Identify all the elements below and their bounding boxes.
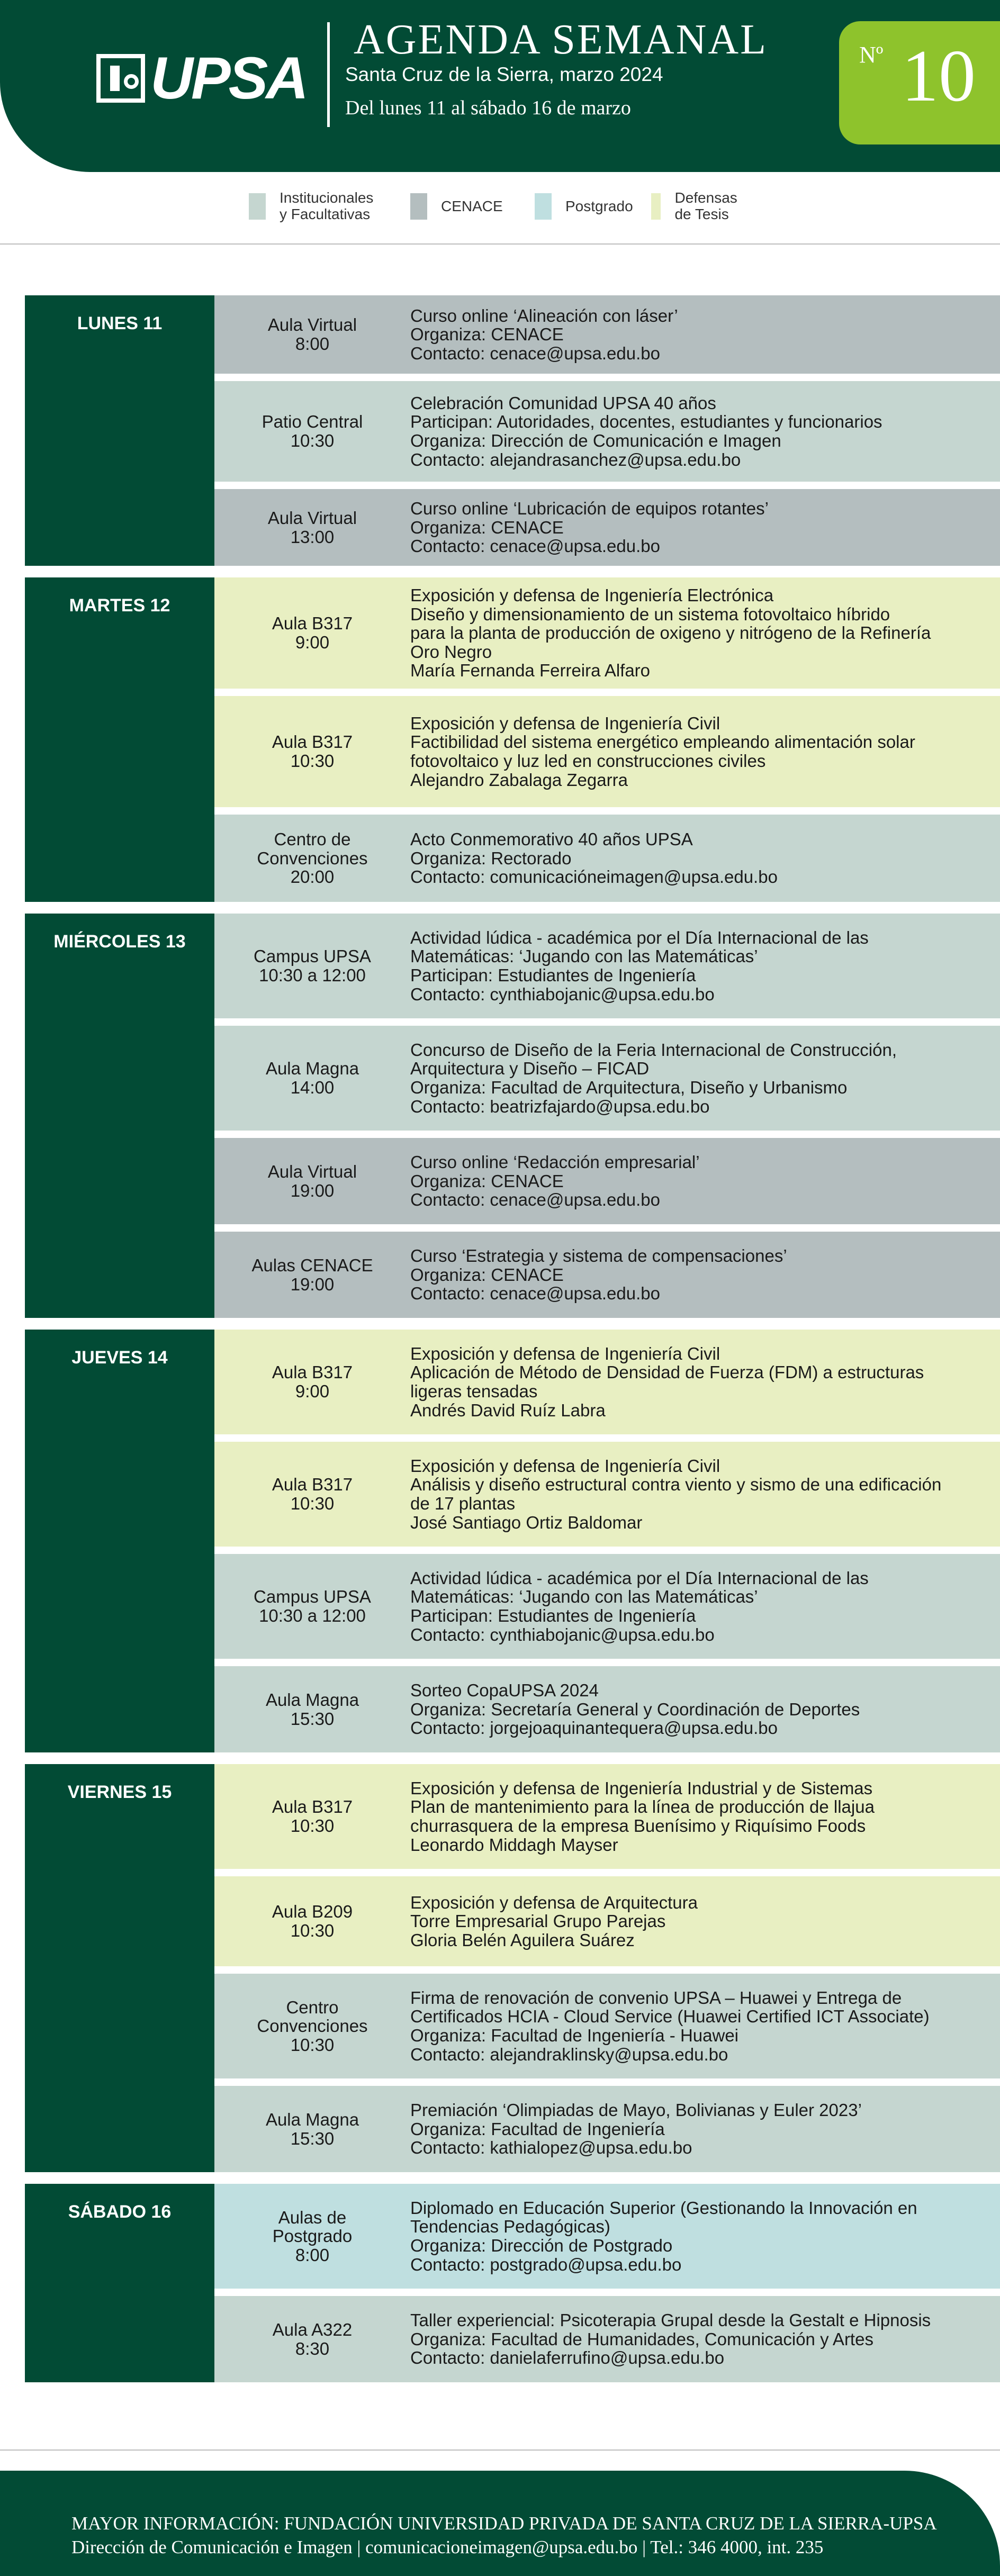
event-details [410, 2101, 862, 2157]
event-detail-line: churrasquera de la empresa Buenísimo y Riquísimo Foods [410, 1816, 866, 1836]
page-title: AGENDA SEMANAL [354, 16, 768, 63]
event-location-line: 15:30 [290, 1709, 335, 1729]
event-location-line: 19:00 [290, 1274, 335, 1294]
issue-number: 10 [902, 35, 976, 117]
event-row [214, 2086, 1000, 2172]
day-block [25, 1330, 1000, 1752]
event-detail-line: Exposición y defensa de Ingeniería Civil [410, 713, 720, 733]
day-block [25, 1764, 1000, 2172]
event-detail-line: Organiza: CENACE [410, 1264, 564, 1285]
event-location-line: 10:30 [290, 1921, 335, 1940]
event-location-line: 9:00 [295, 1381, 330, 1401]
event-row [214, 577, 1000, 689]
footer-info: MAYOR INFORMACIÓN: FUNDACIÓN UNIVERSIDAD PRIVADA DE SANTA CRUZ DE LA SIERRA-UPSA [71, 2513, 937, 2534]
event-row [214, 1876, 1000, 1966]
event-detail-line: Premiación ‘Olimpiadas de Mayo, Bolivianas y Euler 2023’ [410, 2100, 862, 2120]
event-row [214, 696, 1000, 807]
event-location-time [214, 1797, 410, 1835]
footer [0, 2471, 1000, 2576]
event-row [214, 1974, 1000, 2078]
event-detail-line: Organiza: Rectorado [410, 848, 572, 868]
event-detail-line: Contacto: jorgejoaquinantequera@upsa.edu.bo [410, 1718, 778, 1738]
event-location-line: Aula Virtual [267, 1161, 357, 1181]
event-detail-line: Matemáticas: ‘Jugando con las Matemáticas’ [410, 946, 758, 966]
event-detail-line: Organiza: Facultad de Arquitectura, Diseño y Urbanismo [410, 1078, 848, 1097]
event-detail-line: Actividad lúdica - académica por el Día Internacional de las [410, 927, 869, 947]
divider-top [0, 243, 1000, 245]
event-detail-line: Contacto: postgrado@upsa.edu.bo [410, 2254, 682, 2274]
event-list [214, 914, 1000, 1318]
event-location-time [214, 1587, 410, 1625]
event-detail-line: Exposición y defensa de Ingeniería Industrial y de Sistemas [410, 1778, 873, 1798]
legend-label: Defensas de Tesis [674, 189, 737, 222]
event-location-time [214, 315, 410, 353]
event-details [410, 830, 778, 887]
event-detail-line: Firma de renovación de convenio UPSA – Huawei y Entrega de [410, 1987, 902, 2008]
event-row [214, 1764, 1000, 1869]
event-detail-line: Exposición y defensa de Ingeniería Civil [410, 1456, 720, 1476]
event-detail-line: Organiza: Secretaría General y Coordinación de Deportes [410, 1699, 860, 1719]
event-location-line: Aula B209 [272, 1902, 353, 1922]
date-range: Del lunes 11 al sábado 16 de marzo [345, 97, 631, 119]
event-detail-line: Curso online ‘Redacción empresarial’ [410, 1152, 700, 1172]
event-detail-line: Organiza: CENACE [410, 324, 564, 345]
event-detail-line: Celebración Comunidad UPSA 40 años [410, 393, 716, 413]
event-location-time [214, 1256, 410, 1294]
event-detail-line: Contacto: cynthiabojanic@upsa.edu.bo [410, 1624, 715, 1644]
event-location-line: Aula B317 [272, 1362, 353, 1382]
event-detail-line: Contacto: cenace@upsa.edu.bo [410, 536, 660, 556]
event-detail-line: Arquitectura y Diseño – FICAD [410, 1059, 650, 1079]
event-detail-line: Organiza: Facultad de Ingeniería [410, 2119, 665, 2139]
event-location-time [214, 1059, 410, 1097]
event-location-line: 10:30 [290, 1494, 335, 1513]
event-location-time [214, 2208, 410, 2265]
event-location-line: Aula B317 [272, 613, 353, 634]
event-detail-line: Contacto: cenace@upsa.edu.bo [410, 1190, 660, 1210]
event-location-time [214, 830, 410, 887]
event-location-time [214, 733, 410, 770]
event-details [410, 306, 678, 363]
event-location-line: Aula B317 [272, 1797, 353, 1817]
event-detail-line: Contacto: beatrizfajardo@upsa.edu.bo [410, 1096, 710, 1116]
event-location-time [214, 947, 410, 984]
event-detail-line: Oro Negro [410, 641, 492, 662]
event-location-time [214, 1363, 410, 1400]
event-location-line: Centro de [274, 829, 351, 849]
event-detail-line: Organiza: Facultad de Humanidades, Comunicación y Artes [410, 2329, 873, 2349]
event-location-line: 10:30 [290, 431, 335, 450]
event-location-line: 8:00 [295, 334, 330, 354]
legend-label: CENACE [441, 197, 503, 214]
event-details [410, 928, 869, 1004]
event-location-line: Aula A322 [272, 2319, 353, 2339]
event-location-line: 13:00 [290, 527, 335, 547]
event-location-time [214, 2320, 410, 2358]
event-detail-line: Contacto: cynthiabojanic@upsa.edu.bo [410, 984, 715, 1004]
divider-bottom [0, 2450, 1000, 2451]
issue-badge [839, 21, 1000, 144]
event-location-time [214, 1998, 410, 2055]
legend-swatch [651, 193, 661, 220]
day-name: JUEVES 14 [71, 1348, 168, 1368]
upsa-emblem-icon [96, 54, 145, 103]
event-location-line: Aula B317 [272, 732, 353, 752]
legend-swatch [535, 193, 552, 220]
event-detail-line: Tendencias Pedagógicas) [410, 2217, 610, 2237]
event-detail-line: Contacto: alejandraklinsky@upsa.edu.bo [410, 2044, 728, 2064]
day-label [25, 1764, 214, 2172]
event-detail-line: Torre Empresarial Grupo Parejas [410, 1911, 666, 1931]
event-detail-line: Andrés David Ruíz Labra [410, 1400, 606, 1420]
event-detail-line: Alejandro Zabalaga Zegarra [410, 770, 628, 790]
event-list [214, 1330, 1000, 1752]
event-details [410, 1569, 869, 1644]
event-list [214, 2184, 1000, 2382]
event-location-line: Aulas CENACE [251, 1255, 373, 1275]
event-location-line: Aula Magna [265, 2109, 359, 2129]
event-location-line: 10:30 a 12:00 [259, 965, 366, 985]
event-detail-line: Curso online ‘Alineación con láser’ [410, 305, 678, 326]
event-location-line: 10:30 a 12:00 [259, 1606, 366, 1625]
event-list [214, 1764, 1000, 2172]
agenda-list [25, 295, 1000, 2394]
event-detail-line: Organiza: CENACE [410, 1171, 564, 1191]
day-block [25, 914, 1000, 1318]
event-location-line: Patio Central [262, 412, 363, 432]
event-location-line: Campus UPSA [254, 946, 371, 966]
event-location-line: Aula Magna [265, 1059, 359, 1079]
event-detail-line: Organiza: CENACE [410, 517, 564, 537]
header [0, 0, 1000, 172]
day-label [25, 914, 214, 1318]
event-detail-line: Organiza: Dirección de Postgrado [410, 2236, 673, 2255]
legend-label: Institucionales y Facultativas [280, 189, 374, 222]
event-detail-line: Factibilidad del sistema energético empleando alimentación solar [410, 732, 915, 752]
day-name: LUNES 11 [77, 313, 163, 333]
event-location-line: Aulas de [278, 2207, 347, 2227]
event-detail-line: Contacto: comunicacióneimagen@upsa.edu.bo [410, 867, 778, 887]
event-details [410, 2199, 917, 2274]
event-detail-line: Matemáticas: ‘Jugando con las Matemáticas’ [410, 1587, 758, 1607]
legend-swatch [249, 193, 266, 220]
event-detail-line: Concurso de Diseño de la Feria Internacional de Construcción, [410, 1040, 897, 1060]
event-row [214, 489, 1000, 566]
event-location-time [214, 1902, 410, 1940]
event-detail-line: Leonardo Middagh Mayser [410, 1834, 618, 1855]
legend-swatch [410, 193, 427, 220]
day-name: VIERNES 15 [67, 1782, 172, 1802]
event-location-line: Convenciones [257, 848, 368, 868]
event-details [410, 586, 931, 680]
event-detail-line: Certificados HCIA - Cloud Service (Huawei Certified ICT Associate) [410, 2006, 930, 2027]
event-list [214, 295, 1000, 566]
event-location-line: Aula Virtual [267, 508, 357, 528]
event-detail-line: Organiza: Dirección de Comunicación e Imagen [410, 431, 781, 450]
legend-item-cenace [410, 185, 503, 228]
upsa-logo [96, 45, 307, 111]
event-row [214, 2184, 1000, 2289]
event-detail-line: Análisis y diseño estructural contra viento y sismo de una edificación [410, 1475, 942, 1495]
header-divider [327, 22, 330, 127]
event-detail-line: Contacto: alejandrasanchez@upsa.edu.bo [410, 449, 741, 469]
event-location-line: 9:00 [295, 632, 330, 652]
event-detail-line: para la planta de producción de oxigeno y nitrógeno de la Refinería [410, 623, 931, 643]
event-row [214, 1026, 1000, 1131]
day-label [25, 577, 214, 902]
event-location-line: Aula B317 [272, 1475, 353, 1495]
event-details [410, 1893, 698, 1950]
event-detail-line: ligeras tensadas [410, 1381, 538, 1401]
event-location-time [214, 2110, 410, 2148]
event-detail-line: Actividad lúdica - académica por el Día Internacional de las [410, 1568, 869, 1588]
event-detail-line: de 17 plantas [410, 1494, 516, 1513]
event-location-line: 10:30 [290, 1816, 335, 1836]
event-location-line: 19:00 [290, 1180, 335, 1200]
event-row [214, 1554, 1000, 1659]
event-details [410, 714, 915, 790]
day-name: SÁBADO 16 [68, 2202, 172, 2222]
day-label [25, 295, 214, 566]
event-location-line: 8:00 [295, 2245, 330, 2265]
event-location-line: 20:00 [290, 867, 335, 887]
page-subtitle: Santa Cruz de la Sierra, marzo 2024 [345, 64, 663, 85]
event-location-line: 10:30 [290, 751, 335, 771]
event-location-line: Postgrado [272, 2226, 353, 2246]
event-detail-line: Contacto: cenace@upsa.edu.bo [410, 1284, 660, 1304]
event-location-time [214, 509, 410, 546]
event-details [410, 1153, 700, 1209]
event-location-time [214, 1475, 410, 1513]
event-details [410, 1246, 787, 1303]
event-details [410, 1989, 930, 2064]
legend-label: Postgrado [565, 197, 633, 214]
event-detail-line: fotovoltaico y luz led en construcciones civiles [410, 751, 766, 771]
day-block [25, 295, 1000, 566]
issue-label: Nº [859, 42, 884, 68]
event-row [214, 914, 1000, 1018]
day-block [25, 2184, 1000, 2382]
event-details [410, 2311, 931, 2367]
footer-contact: Dirección de Comunicación e Imagen | comunicacioneimagen@upsa.edu.bo | Tel.: 346 4000, int. 235 [71, 2537, 824, 2557]
event-row [214, 1442, 1000, 1547]
event-detail-line: Curso online ‘Lubricación de equipos rotantes’ [410, 499, 769, 519]
event-details [410, 1344, 924, 1420]
event-detail-line: Exposición y defensa de Ingeniería Electrónica [410, 585, 774, 605]
event-detail-line: Diplomado en Educación Superior (Gestionando la Innovación en [410, 2198, 917, 2218]
event-detail-line: Participan: Estudiantes de Ingeniería [410, 965, 696, 985]
day-name: MIÉRCOLES 13 [53, 932, 186, 952]
event-location-time [214, 1162, 410, 1200]
event-row [214, 2296, 1000, 2382]
event-location-line: 14:00 [290, 1078, 335, 1097]
event-detail-line: Organiza: Facultad de Ingeniería - Huawei [410, 2026, 739, 2045]
day-block [25, 577, 1000, 902]
event-location-time [214, 1691, 410, 1728]
event-row [214, 1138, 1000, 1224]
event-row [214, 295, 1000, 374]
event-detail-line: Plan de mantenimiento para la línea de producción de llajua [410, 1797, 875, 1817]
event-location-line: Campus UPSA [254, 1587, 371, 1607]
day-label [25, 1330, 214, 1752]
day-label [25, 2184, 214, 2382]
event-details [410, 394, 882, 469]
event-detail-line: Exposición y defensa de Arquitectura [410, 1892, 698, 1912]
event-detail-line: Taller experiencial: Psicoterapia Grupal desde la Gestalt e Hipnosis [410, 2310, 931, 2330]
event-location-line: 10:30 [290, 2035, 335, 2055]
event-detail-line: Contacto: danielaferrufino@upsa.edu.bo [410, 2348, 725, 2368]
event-location-line: 8:30 [295, 2338, 330, 2358]
event-details [410, 499, 769, 556]
event-detail-line: Participan: Estudiantes de Ingeniería [410, 1606, 696, 1625]
event-detail-line: Participan: Autoridades, docentes, estudiantes y funcionarios [410, 412, 882, 432]
event-detail-line: Gloria Belén Aguilera Suárez [410, 1930, 635, 1950]
event-row [214, 381, 1000, 482]
event-detail-line: Acto Conmemorativo 40 años UPSA [410, 829, 693, 849]
event-location-time [214, 614, 410, 652]
legend-item-defensas [651, 185, 744, 228]
event-detail-line: María Fernanda Ferreira Alfaro [410, 661, 651, 681]
event-detail-line: Contacto: cenace@upsa.edu.bo [410, 343, 660, 363]
event-location-line: Convenciones [257, 2016, 368, 2036]
event-detail-line: José Santiago Ortiz Baldomar [410, 1512, 643, 1532]
logo-text: UPSA [150, 45, 307, 111]
event-detail-line: Aplicación de Método de Densidad de Fuerza (FDM) a estructuras [410, 1362, 924, 1382]
legend-item-postgrado [535, 185, 633, 228]
event-details [410, 1457, 941, 1532]
event-row [214, 815, 1000, 902]
event-row [214, 1666, 1000, 1752]
event-detail-line: Exposición y defensa de Ingeniería Civil [410, 1343, 720, 1363]
event-location-line: Aula Magna [265, 1689, 359, 1710]
event-detail-line: Sorteo CopaUPSA 2024 [410, 1680, 599, 1701]
event-detail-line: Curso ‘Estrategia y sistema de compensaciones’ [410, 1246, 787, 1266]
event-list [214, 577, 1000, 902]
event-location-time [214, 412, 410, 450]
event-row [214, 1330, 1000, 1434]
legend-item-institucionales [249, 185, 373, 228]
event-details [410, 1681, 860, 1738]
day-name: MARTES 12 [69, 595, 170, 616]
event-location-line: Aula Virtual [267, 315, 357, 335]
event-detail-line: Diseño y dimensionamiento de un sistema fotovoltaico híbrido [410, 604, 890, 624]
event-location-line: Centro [286, 1997, 339, 2017]
event-detail-line: Contacto: kathialopez@upsa.edu.bo [410, 2138, 692, 2158]
event-row [214, 1232, 1000, 1318]
event-details [410, 1041, 897, 1116]
event-details [410, 1779, 875, 1855]
event-location-line: 15:30 [290, 2128, 335, 2148]
